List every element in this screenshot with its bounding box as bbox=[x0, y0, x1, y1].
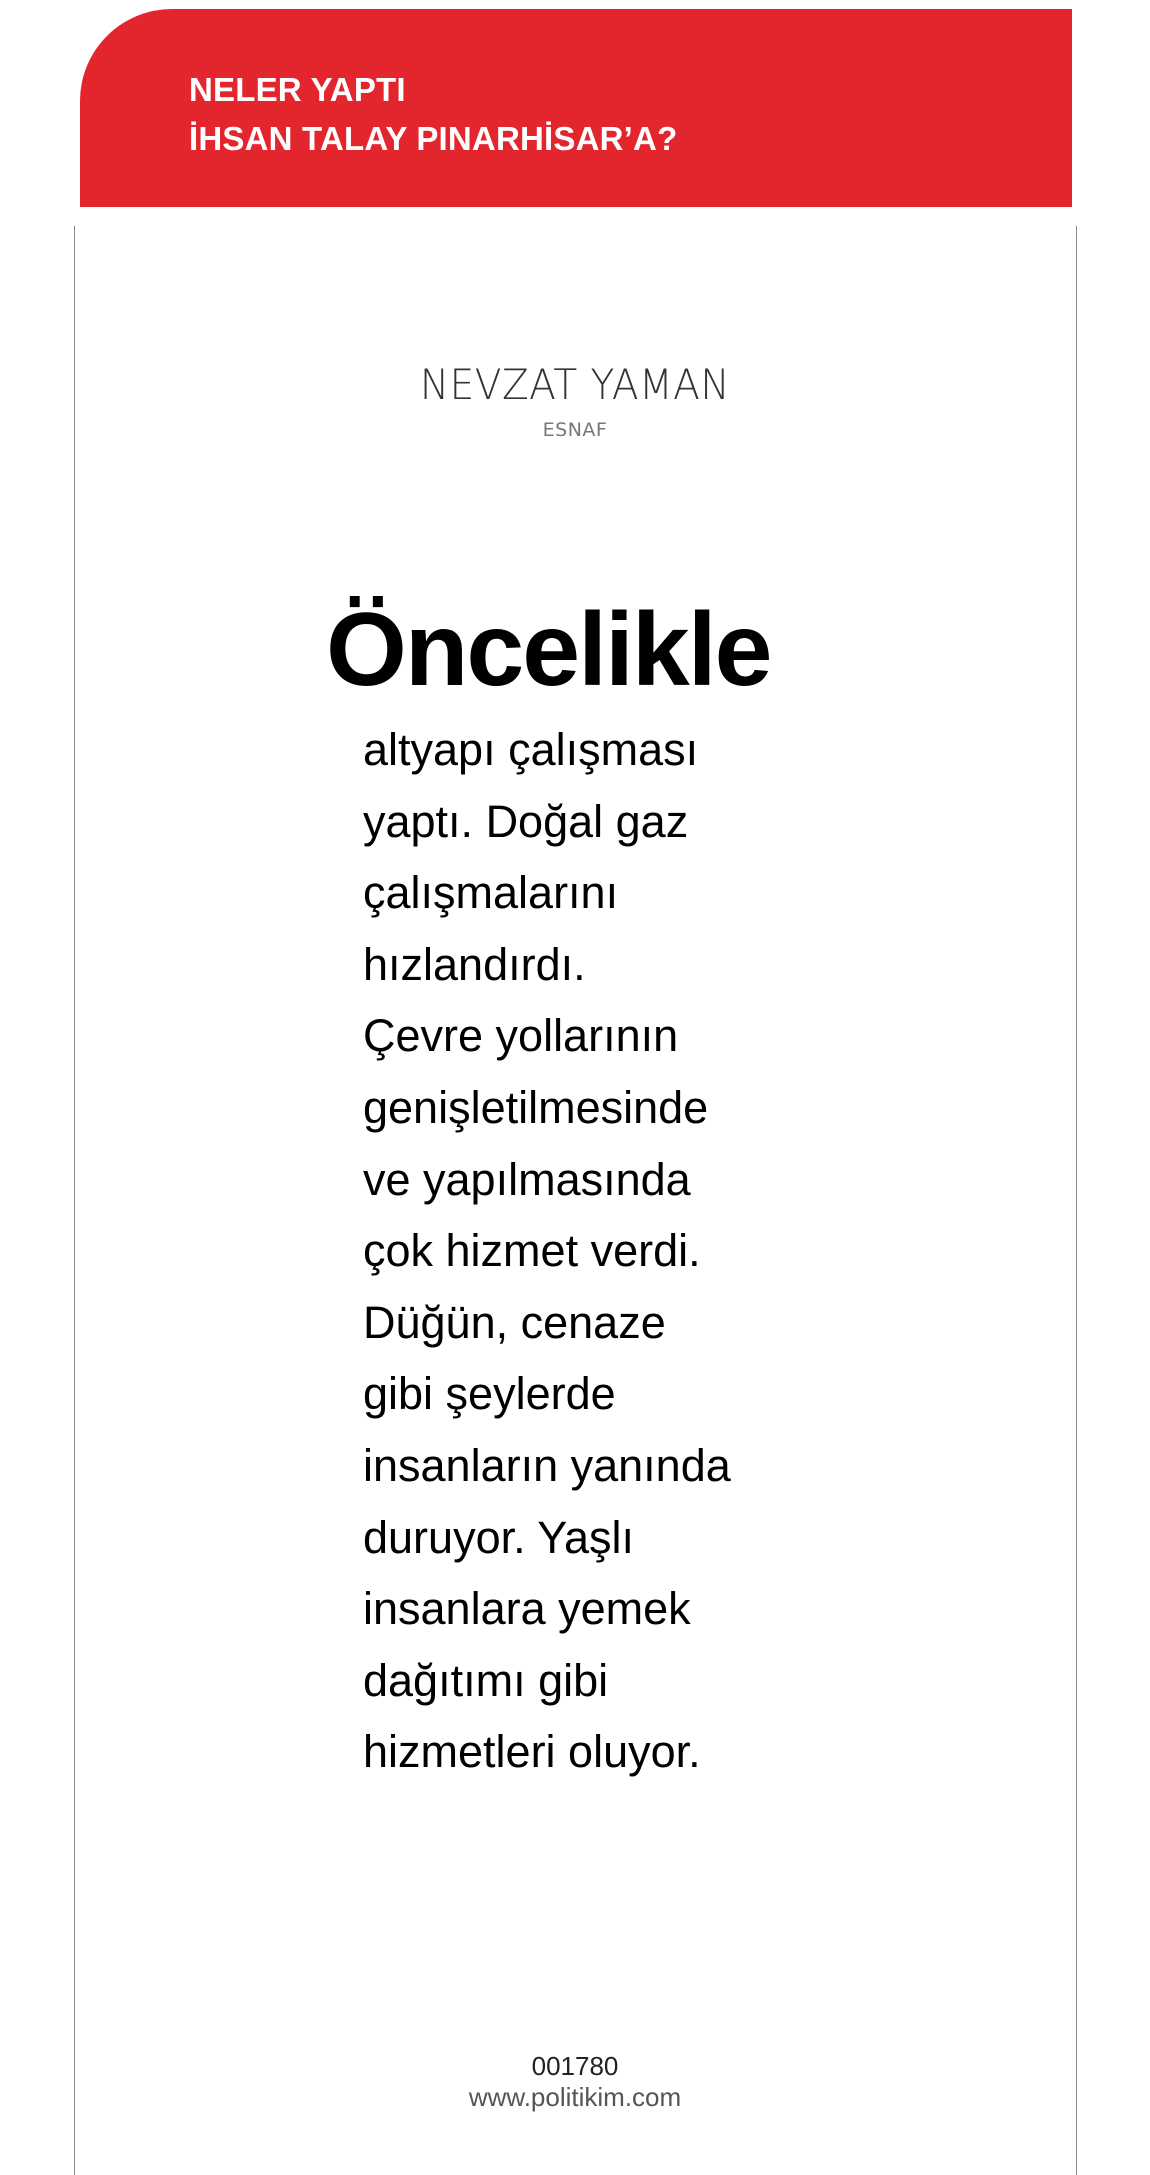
quote-line: insanlara yemek bbox=[363, 1583, 691, 1635]
quote-body bbox=[363, 714, 843, 1788]
footer-code: 001780 bbox=[531, 2051, 619, 2081]
frame-left-border bbox=[74, 226, 75, 2175]
quote-line: çok hizmet verdi. bbox=[363, 1225, 701, 1277]
quote-line: duruyor. Yaşlı bbox=[363, 1511, 634, 1563]
quote-line: yaptı. Doğal gaz bbox=[363, 795, 689, 847]
quote-line: gibi şeylerde bbox=[363, 1368, 616, 1420]
quote-line: genişletilmesinde bbox=[363, 1081, 709, 1133]
quote-lead-word: Öncelikle bbox=[326, 592, 771, 708]
banner-title bbox=[189, 65, 677, 163]
quote-line: ve yapılmasında bbox=[363, 1153, 691, 1205]
header-banner bbox=[80, 9, 1072, 207]
quote-line: insanların yanında bbox=[363, 1439, 731, 1491]
frame-right-border bbox=[1076, 226, 1077, 2175]
quote-line: Çevre yollarının bbox=[363, 1010, 679, 1062]
person-role: ESNAF bbox=[542, 419, 608, 441]
quote-line: Düğün, cenaze bbox=[363, 1296, 666, 1348]
footer-website: www.politikim.com bbox=[468, 2082, 682, 2112]
quote-line: çalışmalarını bbox=[363, 867, 619, 919]
quote-line: dağıtımı gibi bbox=[363, 1654, 609, 1706]
quote-line: hizmetleri oluyor. bbox=[363, 1726, 701, 1778]
banner-title-line: İHSAN TALAY PINARHİSAR’A? bbox=[189, 120, 678, 157]
quote-line: hızlandırdı. bbox=[363, 938, 586, 990]
banner-title-line: NELER YAPTI bbox=[189, 71, 406, 108]
quote-line: altyapı çalışması bbox=[363, 724, 699, 775]
person-name: NEVZAT YAMAN bbox=[419, 360, 731, 409]
